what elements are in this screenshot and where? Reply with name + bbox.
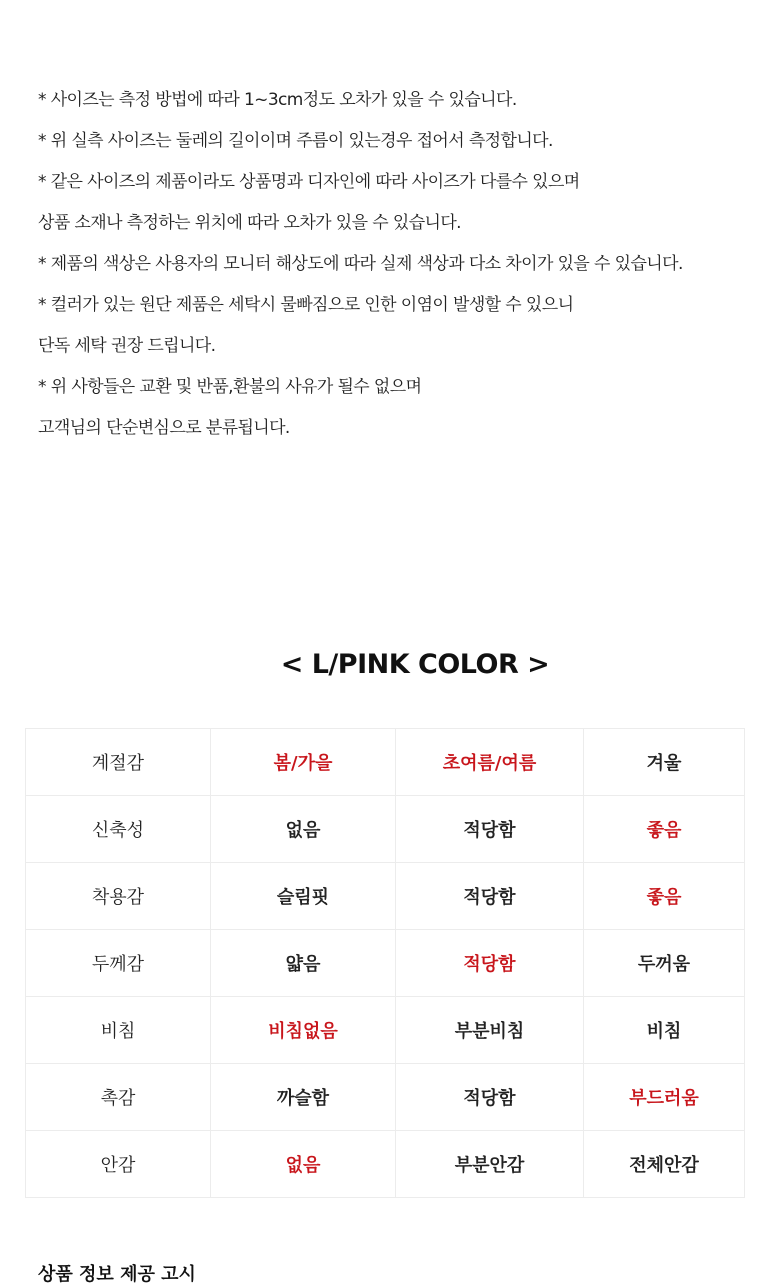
product-info-notice-title: 상품 정보 제공 고시 — [38, 1264, 196, 1285]
attribute-option: 적당함 — [396, 796, 584, 863]
attribute-option-selected: 좋음 — [584, 796, 745, 863]
attribute-table-body — [26, 729, 745, 1198]
attribute-option: 얇음 — [211, 930, 396, 997]
attribute-label: 안감 — [26, 1131, 211, 1198]
attribute-label: 촉감 — [26, 1064, 211, 1131]
attribute-row — [26, 1064, 745, 1131]
color-section-title: < L/PINK COLOR > — [280, 649, 550, 680]
attribute-option-selected: 좋음 — [584, 863, 745, 930]
attribute-row — [26, 997, 745, 1064]
attribute-option: 적당함 — [396, 863, 584, 930]
attribute-label: 계절감 — [26, 729, 211, 796]
attribute-label: 두께감 — [26, 930, 211, 997]
attribute-option: 슬림핏 — [211, 863, 396, 930]
notice-line: 단독 세탁 권장 드립니다. — [38, 336, 216, 356]
notice-line: * 같은 사이즈의 제품이라도 상품명과 디자인에 따라 사이즈가 다를수 있으며 — [38, 172, 580, 192]
attribute-row — [26, 729, 745, 796]
attribute-label: 비침 — [26, 997, 211, 1064]
notice-line: * 위 사항들은 교환 및 반품,환불의 사유가 될수 없으며 — [38, 377, 422, 397]
attribute-row — [26, 863, 745, 930]
product-attribute-table — [25, 728, 745, 1198]
notice-line: 상품 소재나 측정하는 위치에 따라 오차가 있을 수 있습니다. — [38, 213, 461, 233]
attribute-option-selected: 초여름/여름 — [396, 729, 584, 796]
attribute-option: 두꺼움 — [584, 930, 745, 997]
notice-line: * 위 실측 사이즈는 둘레의 길이이며 주름이 있는경우 접어서 측정합니다. — [38, 131, 553, 151]
attribute-option: 전체안감 — [584, 1131, 745, 1198]
attribute-option: 부분안감 — [396, 1131, 584, 1198]
attribute-option-selected: 적당함 — [396, 930, 584, 997]
attribute-row — [26, 1131, 745, 1198]
attribute-option: 비침 — [584, 997, 745, 1064]
attribute-option: 없음 — [211, 796, 396, 863]
attribute-option: 부분비침 — [396, 997, 584, 1064]
attribute-option-selected: 봄/가을 — [211, 729, 396, 796]
attribute-option-selected: 부드러움 — [584, 1064, 745, 1131]
attribute-row — [26, 796, 745, 863]
attribute-option: 적당함 — [396, 1064, 584, 1131]
attribute-label: 착용감 — [26, 863, 211, 930]
attribute-option: 까슬함 — [211, 1064, 396, 1131]
notice-line: 고객님의 단순변심으로 분류됩니다. — [38, 418, 290, 438]
notice-line: * 제품의 색상은 사용자의 모니터 해상도에 따라 실제 색상과 다소 차이가 있을 수 있습니다. — [38, 254, 683, 274]
notice-line: * 컬러가 있는 원단 제품은 세탁시 물빠짐으로 인한 이염이 발생할 수 있으니 — [38, 295, 574, 315]
attribute-option: 겨울 — [584, 729, 745, 796]
size-notice-list — [38, 80, 758, 449]
notice-line: * 사이즈는 측정 방법에 따라 1~3cm정도 오차가 있을 수 있습니다. — [38, 90, 517, 110]
attribute-option-selected: 없음 — [211, 1131, 396, 1198]
attribute-option-selected: 비침없음 — [211, 997, 396, 1064]
attribute-row — [26, 930, 745, 997]
attribute-label: 신축성 — [26, 796, 211, 863]
